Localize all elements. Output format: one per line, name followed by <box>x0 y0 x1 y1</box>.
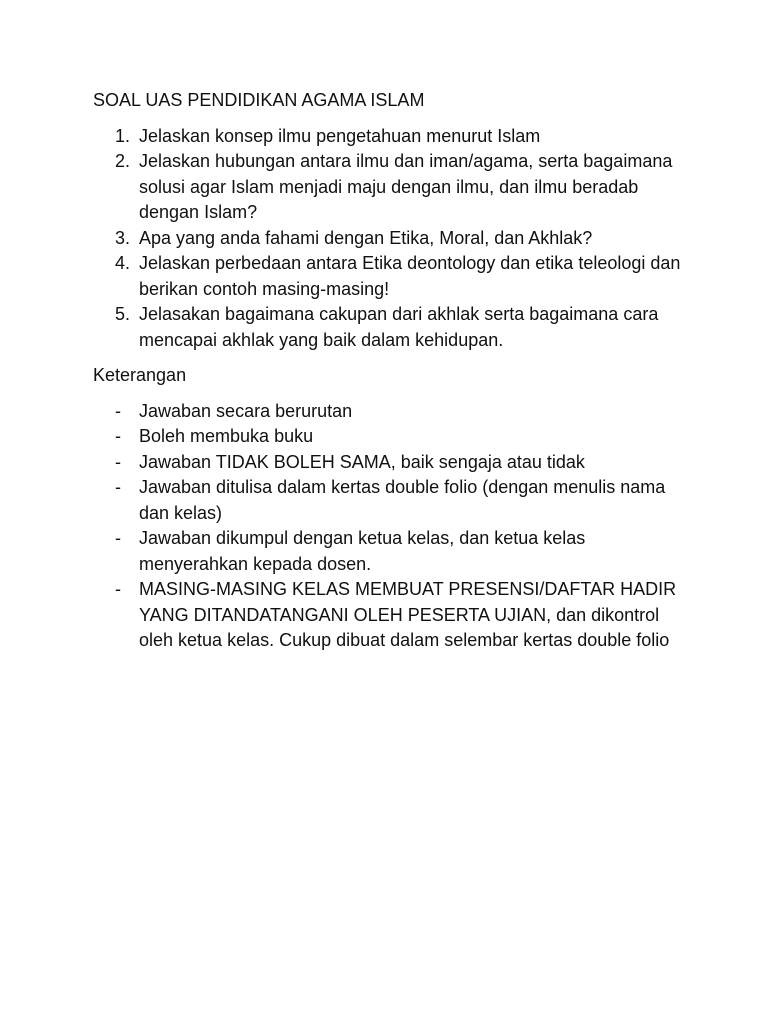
note-text: Jawaban ditulisa dalam kertas double folio (dengan menulis nama dan kelas) <box>139 477 666 523</box>
note-bullet: - <box>115 477 121 497</box>
note-item <box>93 399 693 425</box>
question-number: 2. <box>115 151 131 171</box>
note-item <box>93 450 693 476</box>
note-text: Jawaban dikumpul dengan ketua kelas, dan ketua kelas menyerahkan kepada dosen. <box>139 528 586 574</box>
note-bullet: - <box>115 451 121 472</box>
question-item <box>93 149 693 226</box>
question-text: Jelaskan hubungan antara ilmu dan iman/agama, serta bagaimana solusi agar Islam menjadi maju dengan ilmu, dan ilmu beradab dengan Islam? <box>139 151 673 222</box>
note-bullet: - <box>115 426 121 446</box>
question-item <box>93 124 693 150</box>
note-item <box>93 526 693 577</box>
note-item <box>93 424 693 450</box>
notes-heading: Keterangan <box>93 365 187 385</box>
question-text: Jelaskan konsep ilmu pengetahuan menurut Islam <box>139 125 541 146</box>
question-item <box>93 251 693 302</box>
question-number: 3. <box>115 227 131 248</box>
question-text: Apa yang anda fahami dengan Etika, Moral, dan Akhlak? <box>139 227 593 248</box>
note-text: MASING-MASING KELAS MEMBUAT PRESENSI/DAFTAR HADIR YANG DITANDATANGANI OLEH PESERTA UJIAN, dan dikontrol oleh ketua kelas. Cukup dibuat dalam selembar kertas double folio <box>139 579 677 650</box>
question-text: Jelasakan bagaimana cakupan dari akhlak serta bagaimana cara mencapai akhlak yang baik dalam kehidupan. <box>139 304 659 350</box>
document-title: SOAL UAS PENDIDIKAN AGAMA ISLAM <box>93 90 425 110</box>
note-text: Jawaban TIDAK BOLEH SAMA, baik sengaja atau tidak <box>139 451 585 472</box>
document-content <box>93 88 693 654</box>
note-text: Boleh membuka buku <box>139 426 314 446</box>
question-text: Jelaskan perbedaan antara Etika deontology dan etika teleologi dan berikan contoh masing-masing! <box>139 253 681 299</box>
question-number: 5. <box>115 304 131 324</box>
question-item <box>93 226 693 252</box>
question-list <box>93 124 693 354</box>
note-text: Jawaban secara berurutan <box>139 400 353 421</box>
notes-list <box>93 399 693 654</box>
note-bullet: - <box>115 528 121 548</box>
note-bullet: - <box>115 579 121 599</box>
note-bullet: - <box>115 400 121 421</box>
note-item <box>93 475 693 526</box>
question-number: 1. <box>115 125 131 146</box>
question-item <box>93 302 693 353</box>
question-number: 4. <box>115 253 131 273</box>
note-item <box>93 577 693 654</box>
